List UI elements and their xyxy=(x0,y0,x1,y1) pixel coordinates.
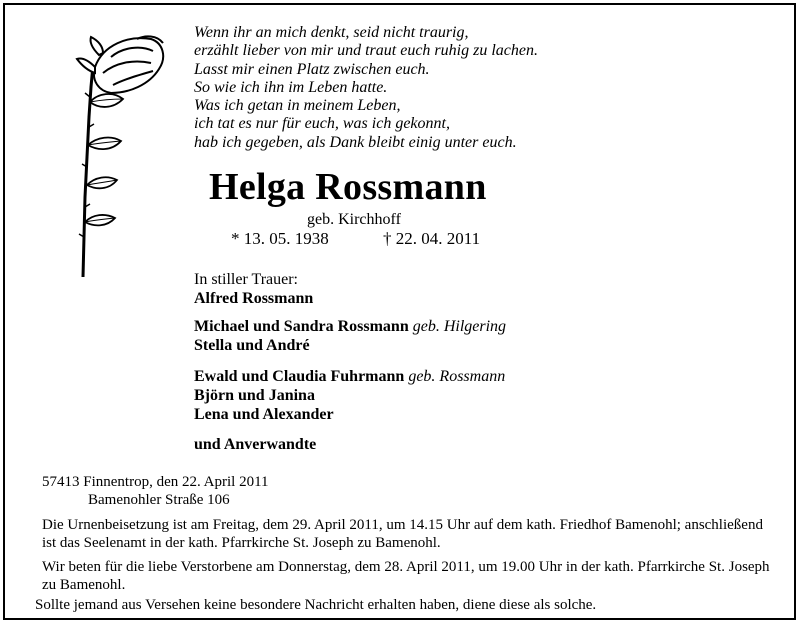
poem-line: Wenn ihr an mich denkt, seid nicht traurig, xyxy=(194,24,469,41)
poem-line: Was ich getan in meinem Leben, xyxy=(194,97,401,115)
city-date: 57413 Finnentrop, den 22. April 2011 xyxy=(42,474,269,490)
rose-icon xyxy=(33,27,183,277)
death-date: † 22. 04. 2011 xyxy=(383,229,481,248)
life-dates xyxy=(231,229,481,249)
poem xyxy=(194,24,538,152)
poem-line: hab ich gegeben, als Dank bleibt einig unter euch. xyxy=(194,133,517,151)
family-1-names: Michael und Sandra Rossmann xyxy=(194,318,409,335)
deceased-name: Helga Rossmann xyxy=(209,166,487,208)
relatives: und Anverwandte xyxy=(194,436,317,453)
poem-line: erzählt lieber von mir und traut euch ruhig zu lachen. xyxy=(194,42,538,60)
spouse-name: Alfred Rossmann xyxy=(194,290,314,307)
address: Bamenohler Straße 106 xyxy=(88,492,230,508)
birth-date: * 13. 05. 1938 xyxy=(231,229,329,248)
family-1-children: Stella und André xyxy=(194,337,310,354)
prayer-notice: Wir beten für die liebe Verstorbene am Donnerstag, dem 28. April 2011, um 19.00 Uhr in der kath. Pfarrkirche St. Joseph zu Bamenohl. xyxy=(42,559,770,593)
poem-line: ich tat es nur für euch, was ich gekonnt, xyxy=(194,115,450,133)
obituary-frame xyxy=(3,3,796,620)
disclaimer: Sollte jemand aus Versehen keine besondere Nachricht erhalten haben, diene diese als solche. xyxy=(35,597,597,613)
birth-name: geb. Kirchhoff xyxy=(307,211,401,228)
family-2-names: Ewald und Claudia Fuhrmann xyxy=(194,368,405,385)
mourners-intro: In stiller Trauer: xyxy=(194,271,298,288)
family-2-children-2: Lena und Alexander xyxy=(194,406,334,423)
family-1 xyxy=(194,317,506,336)
family-2 xyxy=(194,367,505,386)
family-2-nee: geb. Rossmann xyxy=(408,368,506,385)
burial-notice: Die Urnenbeisetzung ist am Freitag, dem 29. April 2011, um 14.15 Uhr auf dem kath. Friedhof Bamenohl; anschließend ist das Seelenamt in der kath. Pfarrkirche St. Joseph zu Bamenohl. xyxy=(42,517,763,551)
poem-line: Lasst mir einen Platz zwischen euch. xyxy=(194,60,430,78)
family-1-nee: geb. Hilgering xyxy=(412,318,507,335)
family-2-children-1: Björn und Janina xyxy=(194,387,315,404)
place-date-block xyxy=(42,473,269,509)
poem-line: So wie ich ihn im Leben hatte. xyxy=(194,78,388,96)
